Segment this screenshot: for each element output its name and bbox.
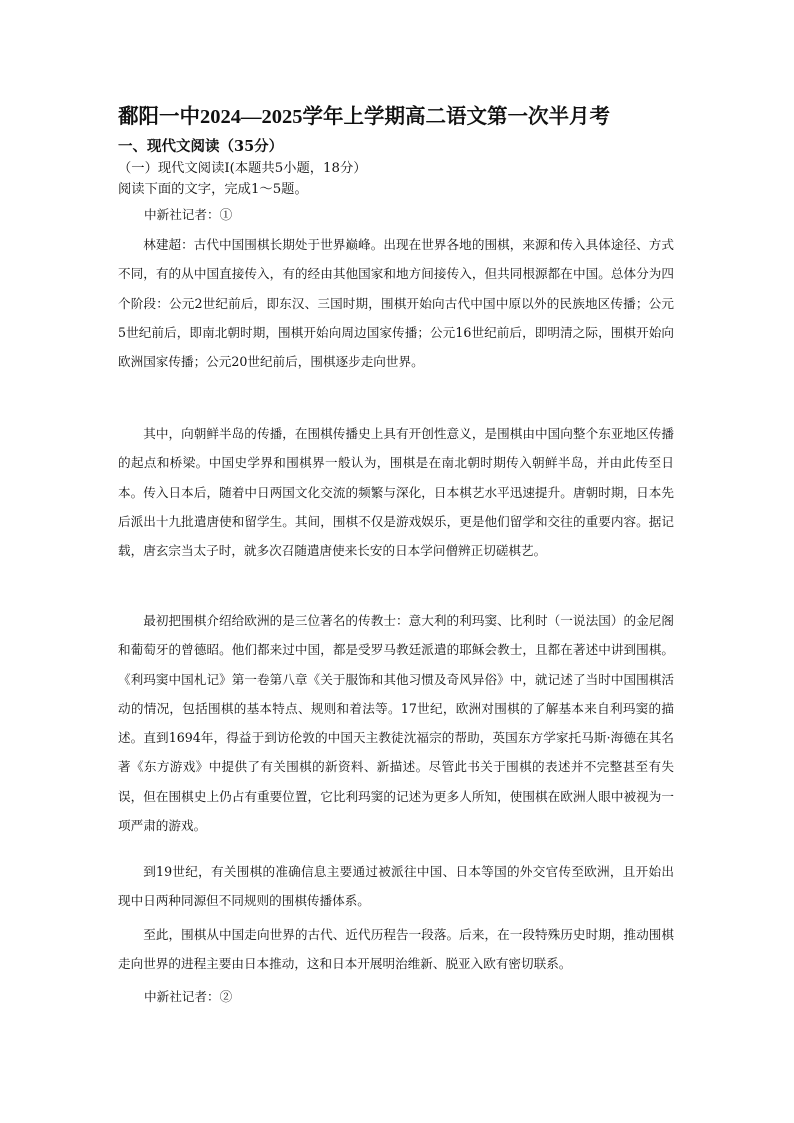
- reading-instruction: 阅读下面的文字，完成1～5题。: [118, 182, 308, 197]
- subsection-heading: （一）现代文阅读Ⅰ(本题共5小题，18分）: [118, 161, 367, 176]
- paragraph-4: 到19世纪，有关围棋的准确信息主要通过被派往中国、日本等国的外交官传至欧洲，且开始出现中日两种同源但不同规则的围棋传播体系。: [118, 864, 674, 909]
- paragraph-5: 至此，围棋从中国走向世界的古代、近代历程告一段落。后来，在一段特殊历史时期，推动围棋走向世界的进程主要由日本推动，这和日本开展明治维新、脱亚入欧有密切联系。: [118, 927, 674, 972]
- reporter-question-1: 中新社记者：①: [144, 207, 233, 222]
- exam-title: 鄱阳一中2024—2025学年上学期高二语文第一次半月考: [118, 106, 610, 128]
- reporter-question-2: 中新社记者：②: [144, 989, 233, 1004]
- paragraph-1: 林建超：古代中国围棋长期处于世界巅峰。出现在世界各地的围棋，来源和传入具体途径、方式不同，有的从中国直接传入，有的经由其他国家和地方间接传入，但共同根源都在中国。总体分为四个阶段：公元2世纪前后，即东汉、三国时期，围棋开始向古代中国中原以外的民族地区传播；公元5世纪前后，即南北朝时期，围棋开始向周边国家传播；公元16世纪前后，即明清之际，围棋开始向欧洲国家传播；公元20世纪前后，围棋逐步走向世界。: [118, 237, 674, 370]
- section-heading: 一、现代文阅读（35分）: [118, 138, 284, 155]
- paragraph-2: 其中，向朝鲜半岛的传播，在围棋传播史上具有开创性意义，是围棋由中国向整个东亚地区传播的起点和桥梁。中国史学界和围棋界一般认为，围棋是在南北朝时期传入朝鲜半岛，并由此传至日本。传入日本后，随着中日两国文化交流的频繁与深化，日本棋艺水平迅速提升。唐朝时期，日本先后派出十九批遣唐使和留学生。其间，围棋不仅是游戏娱乐，更是他们留学和交往的重要内容。据记载，唐玄宗当太子时，就多次召随遣唐使来长安的日本学问僧辨正切磋棋艺。: [118, 426, 674, 559]
- paragraph-3: 最初把围棋介绍给欧洲的是三位著名的传教士：意大利的利玛窦、比利时（一说法国）的金尼阁和葡萄牙的曾德昭。他们都来过中国，都是受罗马教廷派遣的耶稣会教士，且都在著述中讲到围棋。《利玛窦中国札记》第一卷第八章《关于服饰和其他习惯及奇风异俗》中，就记述了当时中国围棋活动的情况，包括围棋的基本特点、规则和着法等。17世纪，欧洲对围棋的了解基本来自利玛窦的描述。直到1694年，得益于到访伦敦的中国天主教徒沈福宗的帮助，英国东方学家托马斯·海德在其名著《东方游戏》中提供了有关围棋的新资料、新描述。尽管此书关于围棋的表述并不完整甚至有失误，但在围棋史上仍占有重要位置，它比利玛窦的记述为更多人所知，使围棋在欧洲人眼中被视为一项严肃的游戏。: [118, 613, 674, 834]
